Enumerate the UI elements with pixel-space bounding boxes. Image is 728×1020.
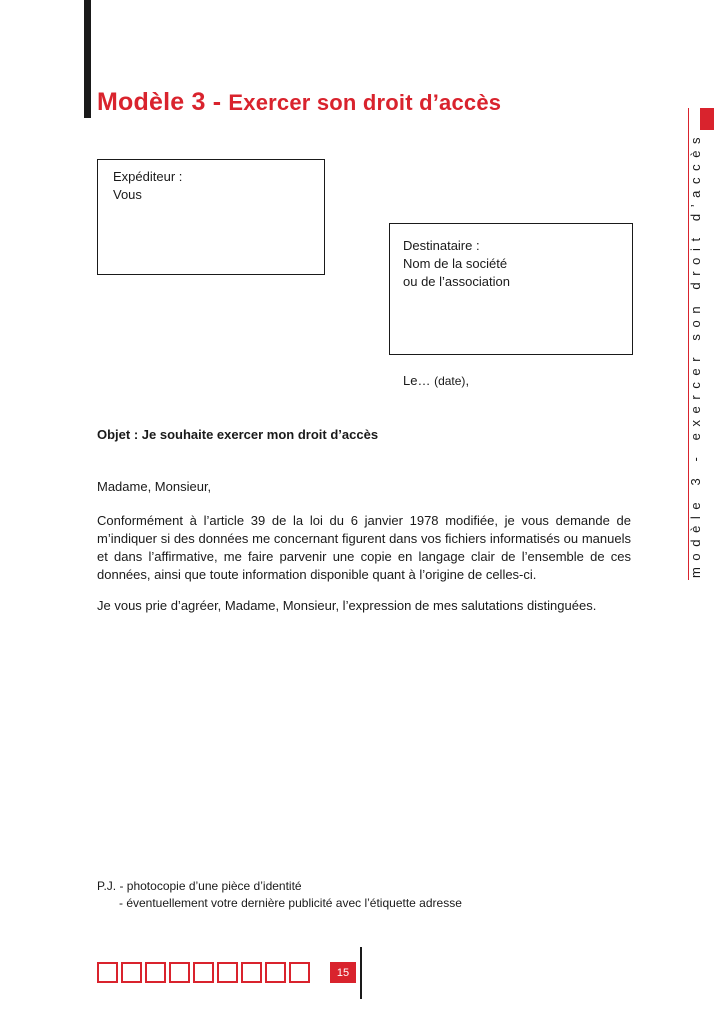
- footer-bar: [360, 947, 362, 999]
- left-margin-bar: [84, 0, 91, 118]
- date-suffix: ,: [465, 373, 470, 388]
- footer-square: [217, 962, 238, 983]
- side-running-label: modèle 3 - exercer son droit d’accès: [688, 130, 703, 578]
- side-tab-marker: [700, 108, 714, 130]
- page-title: [97, 88, 501, 117]
- page-number: 15: [330, 962, 356, 983]
- attachment-line-2: - éventuellement votre dernière publicité avec l’étiquette adresse: [119, 896, 462, 910]
- date-value: (date): [434, 374, 466, 388]
- sender-label: Expéditeur :: [113, 169, 183, 184]
- letter-salutation: Madame, Monsieur,: [97, 479, 212, 494]
- letter-paragraph-2: Je vous prie d’agréer, Madame, Monsieur, l’expression de mes salutations distinguées.: [97, 598, 597, 613]
- letter-subject: Objet : Je souhaite exercer mon droit d’accès: [97, 427, 379, 442]
- footer-square: [169, 962, 190, 983]
- date-prefix: Le…: [403, 373, 435, 388]
- footer-square: [265, 962, 286, 983]
- letter-paragraph-1: Conformément à l’article 39 de la loi du 6 janvier 1978 modifiée, je vous demande de m’indiquer si des données me concernant figurent dans vos fichiers informatisés ou manuels et dans l’affirmative, me faire parvenir une copie en langage clair de l’ensemble de ces données, ainsi que toute information disponible quant à l’origine de celles-ci.: [97, 513, 631, 582]
- attachment-line-1: P.J. - photocopie d’une pièce d’identité: [97, 879, 302, 893]
- footer-square: [289, 962, 310, 983]
- footer-square: [193, 962, 214, 983]
- footer-squares: [97, 962, 310, 983]
- sender-block: [113, 168, 182, 204]
- title-main: Modèle 3 -: [97, 88, 222, 116]
- recipient-label: Destinataire :: [403, 238, 480, 253]
- date-line: [403, 373, 469, 388]
- footer-square: [241, 962, 262, 983]
- title-subtitle: Exercer son droit d’accès: [228, 90, 502, 115]
- sender-value: Vous: [113, 187, 142, 202]
- recipient-line1: Nom de la société: [403, 256, 508, 271]
- footer-square: [97, 962, 118, 983]
- footer-square: [121, 962, 142, 983]
- recipient-block: [403, 237, 510, 291]
- footer-square: [145, 962, 166, 983]
- attachments-block: [97, 878, 462, 912]
- recipient-line2: ou de l’association: [403, 274, 510, 289]
